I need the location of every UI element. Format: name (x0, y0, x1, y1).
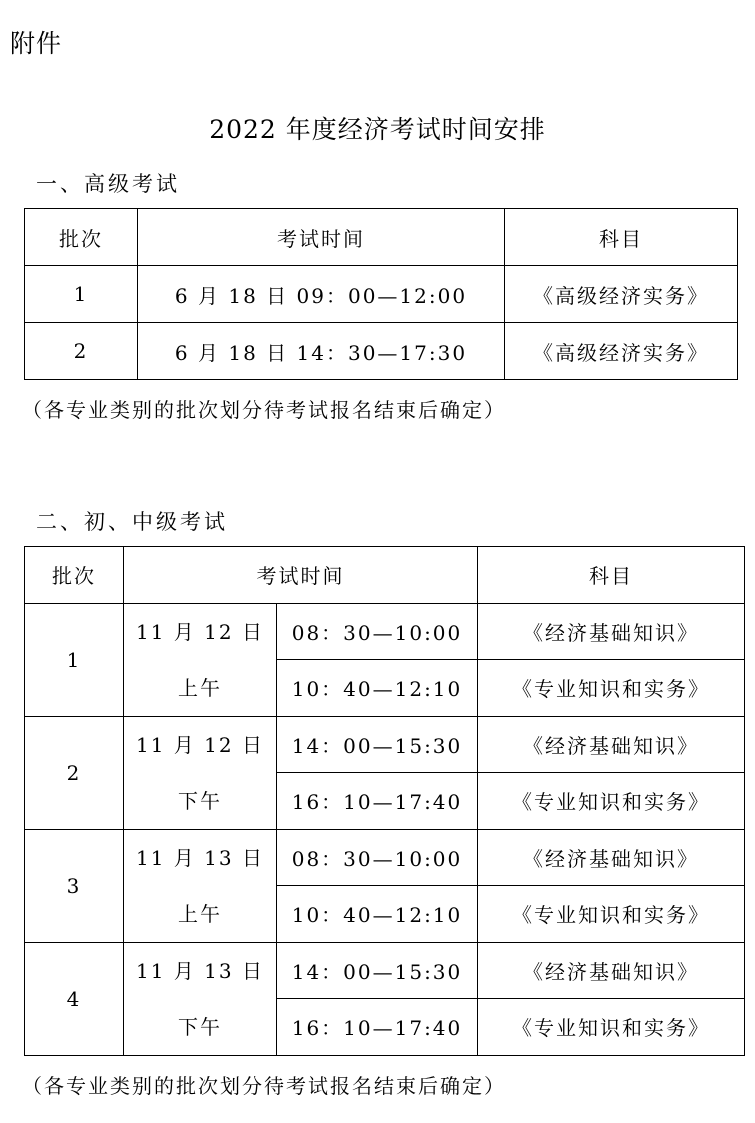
table-row (25, 323, 738, 380)
time-cell: 10：40—12:10 (277, 886, 478, 943)
date-cell (124, 603, 277, 716)
batch-cell: 2 (25, 716, 124, 829)
batch-cell: 4 (25, 942, 124, 1055)
time-cell: 6 月 18 日 09：00—12:00 (138, 266, 505, 323)
subject-cell: 《专业知识和实务》 (478, 999, 745, 1056)
header-time: 考试时间 (138, 209, 505, 266)
advanced-exam-table (24, 208, 738, 380)
section2-heading: 二、初、中级考试 (36, 510, 228, 534)
time-cell: 08：30—10:00 (277, 829, 478, 886)
header-subject: 科目 (478, 547, 745, 604)
time-cell: 14：00—15:30 (277, 942, 478, 999)
document-title: 2022 年度经济考试时间安排 (209, 115, 546, 144)
intermediate-exam-table (24, 546, 745, 1056)
table-header-row (25, 209, 738, 266)
date-text: 11 月 13 日 (136, 958, 264, 983)
subject-cell: 《专业知识和实务》 (478, 886, 745, 943)
date-cell (124, 829, 277, 942)
section1-heading: 一、高级考试 (36, 172, 180, 196)
batch-cell: 1 (25, 603, 124, 716)
table-row (25, 603, 745, 660)
time-cell: 08：30—10:00 (277, 603, 478, 660)
batch-cell: 2 (25, 323, 138, 380)
header-batch: 批次 (25, 547, 124, 604)
date-cell (124, 942, 277, 1055)
subject-cell: 《经济基础知识》 (478, 829, 745, 886)
batch-cell: 3 (25, 829, 124, 942)
time-cell: 6 月 18 日 14：30—17:30 (138, 323, 505, 380)
date-text: 11 月 12 日 (136, 732, 264, 757)
time-cell: 10：40—12:10 (277, 660, 478, 717)
period-text: 上午 (178, 901, 222, 926)
subject-cell: 《专业知识和实务》 (478, 660, 745, 717)
table-header-row (25, 547, 745, 604)
subject-cell: 《专业知识和实务》 (478, 773, 745, 830)
subject-cell: 《高级经济实务》 (505, 266, 738, 323)
subject-cell: 《经济基础知识》 (478, 716, 745, 773)
attachment-label: 附件 (10, 29, 63, 58)
section2-note: （各专业类别的批次划分待考试报名结束后确定） (22, 1074, 506, 1098)
table-row (25, 829, 745, 886)
subject-cell: 《经济基础知识》 (478, 603, 745, 660)
subject-cell: 《经济基础知识》 (478, 942, 745, 999)
time-cell: 14：00—15:30 (277, 716, 478, 773)
date-text: 11 月 12 日 (136, 619, 264, 644)
date-cell (124, 716, 277, 829)
period-text: 下午 (178, 1014, 222, 1039)
date-text: 11 月 13 日 (136, 845, 264, 870)
section1-note: （各专业类别的批次划分待考试报名结束后确定） (22, 398, 506, 422)
table-row (25, 266, 738, 323)
header-subject: 科目 (505, 209, 738, 266)
batch-cell: 1 (25, 266, 138, 323)
time-cell: 16：10—17:40 (277, 773, 478, 830)
subject-cell: 《高级经济实务》 (505, 323, 738, 380)
time-cell: 16：10—17:40 (277, 999, 478, 1056)
header-time: 考试时间 (124, 547, 478, 604)
period-text: 下午 (178, 788, 222, 813)
header-batch: 批次 (25, 209, 138, 266)
table-row (25, 716, 745, 773)
table-row (25, 942, 745, 999)
period-text: 上午 (178, 675, 222, 700)
